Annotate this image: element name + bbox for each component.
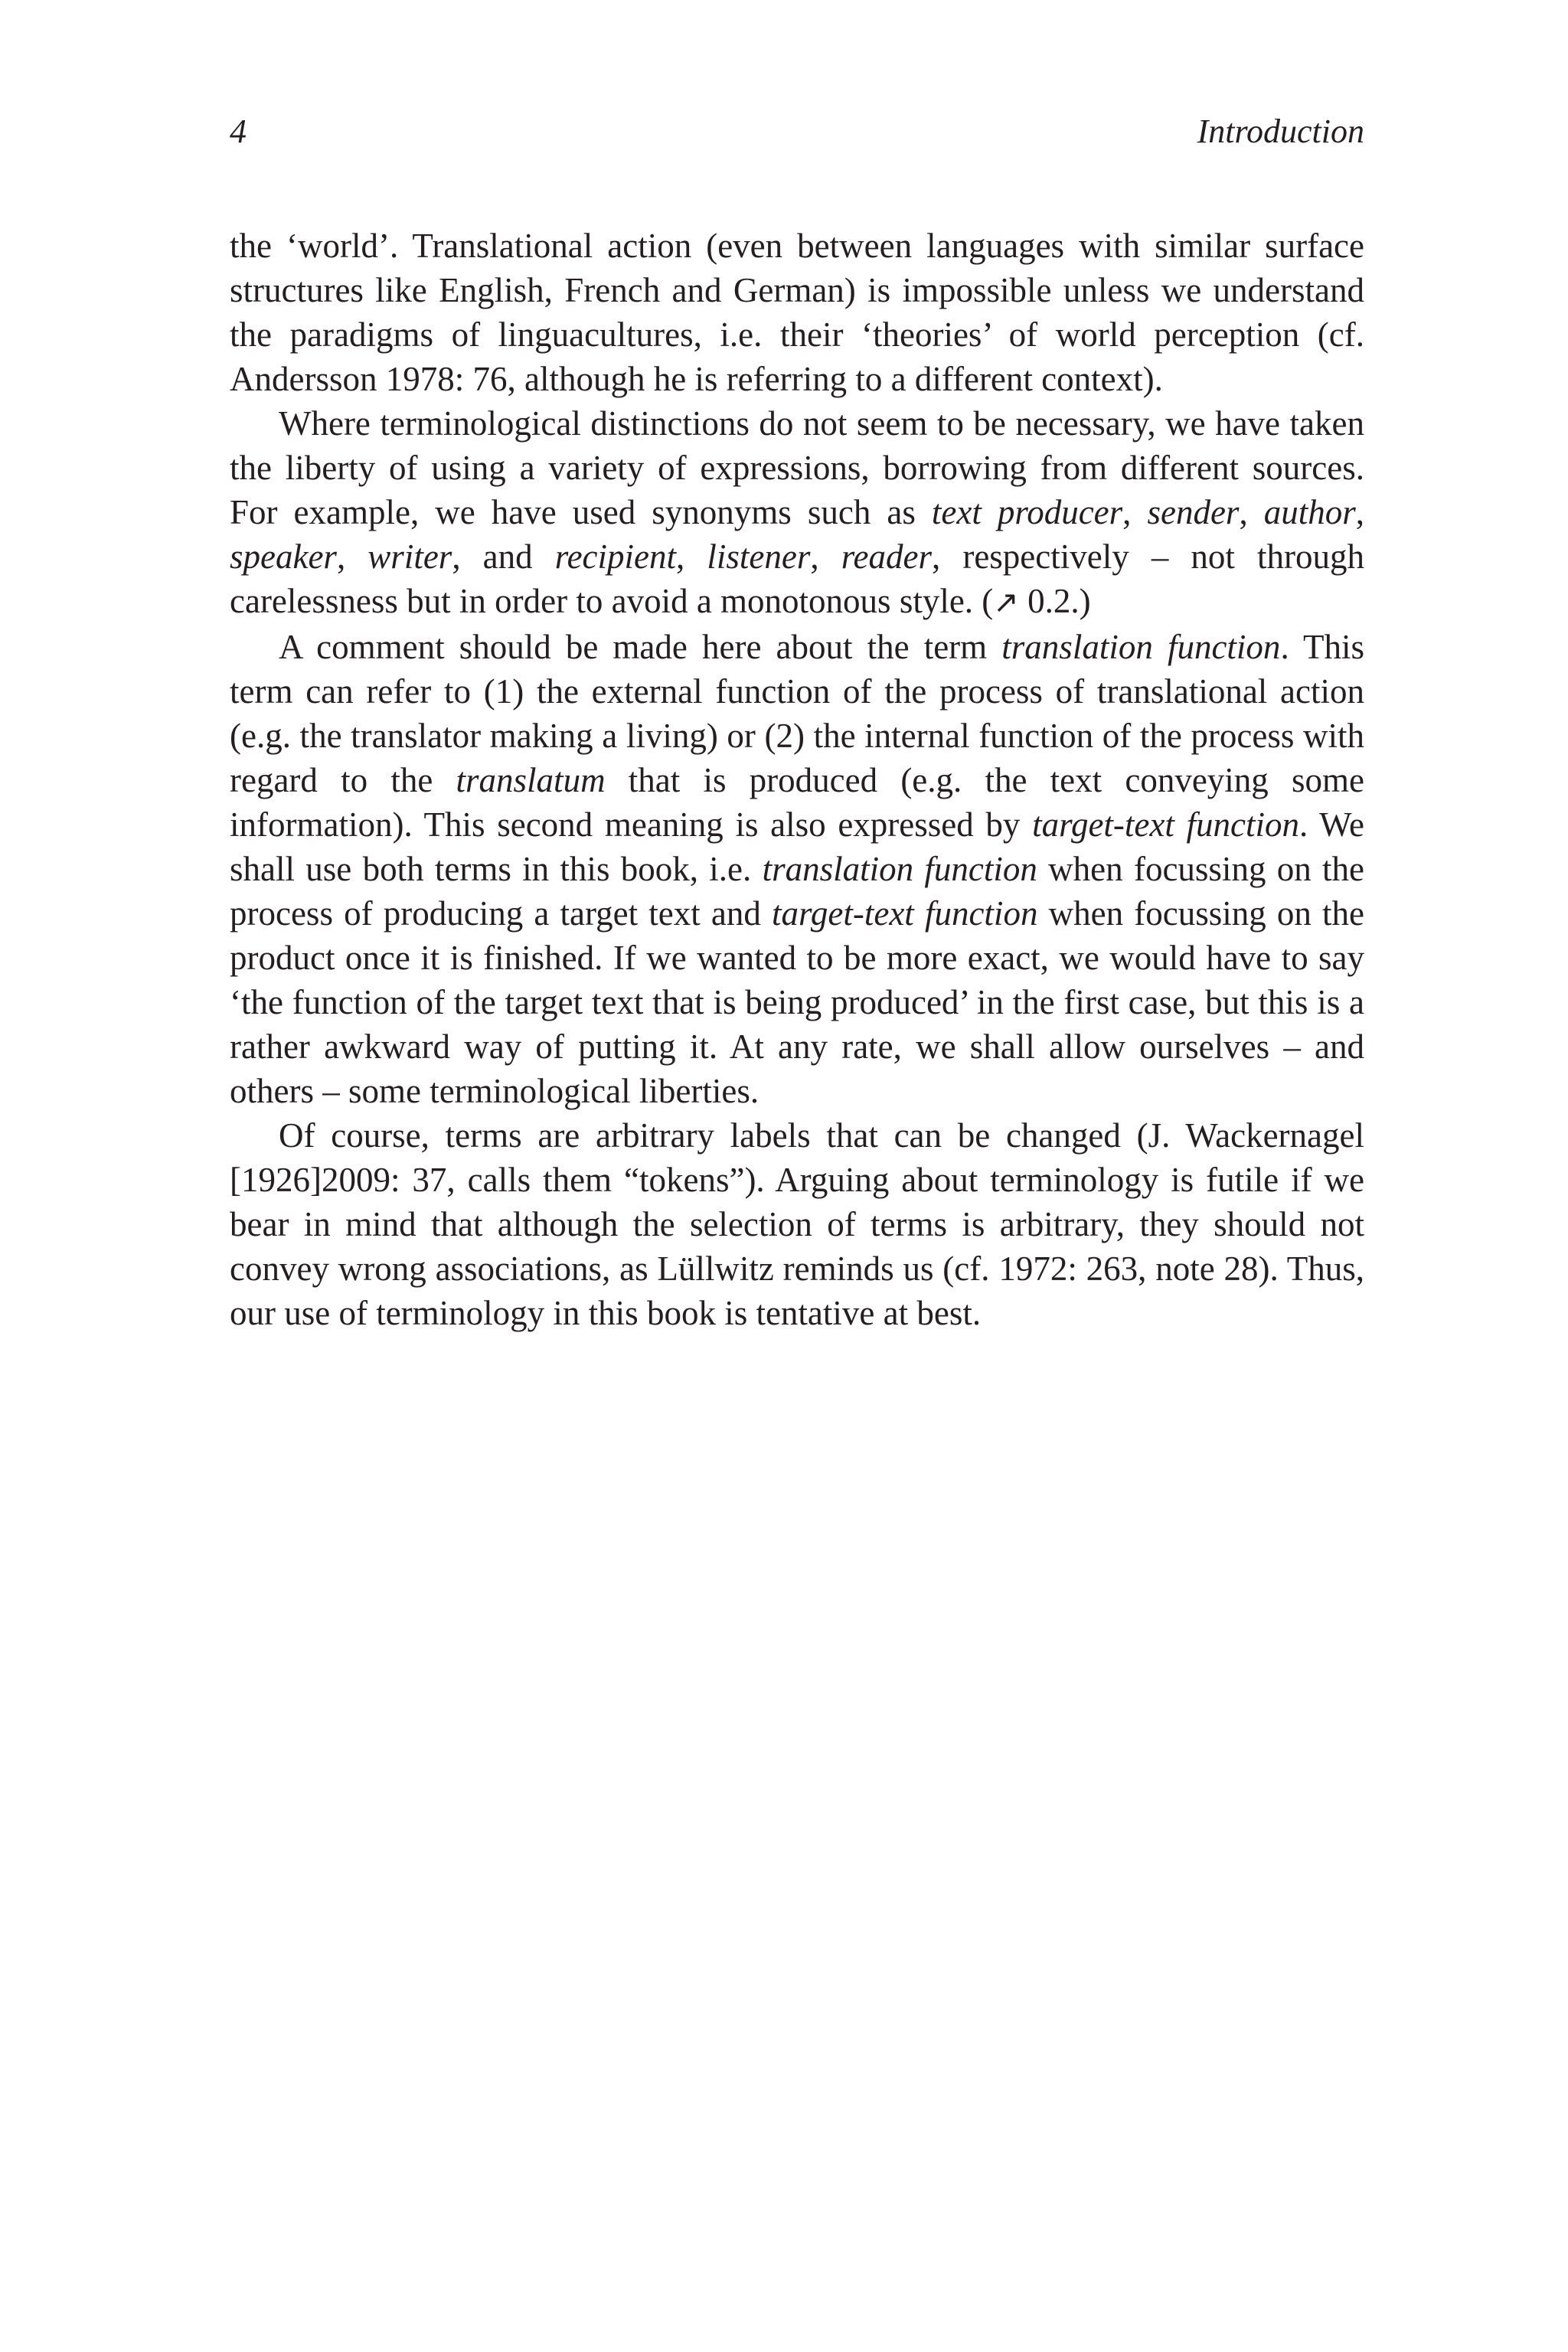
italic-term: writer (368, 537, 452, 576)
text-run: A comment should be made here about the term (279, 628, 1002, 666)
text-run: , respectively – not through carelessness but in order to avoid a monotonous style. ( (230, 537, 1364, 620)
italic-term: speaker (230, 537, 337, 576)
chapter-title: Introduction (1197, 113, 1364, 150)
text-run: , (676, 537, 707, 576)
italic-term: translation function (1001, 628, 1281, 666)
text-run: , (1239, 493, 1264, 531)
text-run: the ‘world’. Translational action (even between languages with similar surface structures like English, French and German) is impossible unless we understand the paradigms of linguacultures, i.e. their ‘theories’ of world perception (cf. Andersson 1978: 76, although he is referring to a different context). (230, 227, 1364, 398)
text-run: when focussing on the process of producing a target text and (230, 850, 1365, 933)
page-number: 4 (230, 113, 247, 150)
text-run: Of course, terms are arbitrary labels that can be changed (J. Wackernagel [1926]2009: 37, calls them “tokens”). Arguing about terminology is futile if we bear in mind that although the selection of terms is arbitrary, they should not convey wrong associations, as Lüllwitz reminds us (cf. 1972: 263, note 28). Thus, our use of terminology in this book is tentative at best. (230, 1116, 1364, 1332)
italic-term: target-text function (1032, 805, 1300, 844)
text-run: , (1355, 493, 1365, 531)
text-run: . We shall use both terms in this book, i.e. (230, 805, 1364, 888)
italic-term: listener (707, 537, 811, 576)
paragraph-2 (230, 401, 1364, 625)
cross-reference-arrow-icon: ↗ (993, 585, 1019, 620)
italic-term: recipient (554, 537, 677, 576)
body-text (230, 224, 1364, 1335)
text-run: 0.2.) (1018, 582, 1091, 620)
paragraph-3 (230, 625, 1364, 1113)
text-run: when focussing on the product once it is finished. If we wanted to be more exact, we would have to say ‘the function of the target text that is being produced’ in the first case, but this is a rather awkward way of putting it. At any rate, we shall allow ourselves – and others – some terminological liberties. (230, 894, 1365, 1110)
text-run: , (1122, 493, 1148, 531)
italic-term: author (1263, 493, 1356, 531)
italic-term: translation function (762, 850, 1037, 888)
italic-term: sender (1147, 493, 1240, 531)
italic-term: translatum (456, 761, 606, 799)
italic-term: text producer (931, 493, 1123, 531)
text-run: . This term can refer to (1) the external function of the process of translational action (e.g. the translator making a living) or (2) the internal function of the process with regard to the (230, 628, 1364, 799)
paragraph-4 (230, 1113, 1364, 1335)
italic-term: target-text function (772, 894, 1038, 933)
paragraph-1 (230, 224, 1364, 401)
text-run: , and (452, 537, 555, 576)
text-run: , (336, 537, 368, 576)
italic-term: reader (841, 537, 932, 576)
text-run: that is produced (e.g. the text conveying some information). This second meaning is also expressed by (230, 761, 1364, 844)
text-run: Where terminological distinctions do not seem to be necessary, we have taken the liberty of using a variety of expressions, borrowing from different sources. For example, we have used synonyms such as (230, 404, 1364, 531)
text-run: , (810, 537, 841, 576)
